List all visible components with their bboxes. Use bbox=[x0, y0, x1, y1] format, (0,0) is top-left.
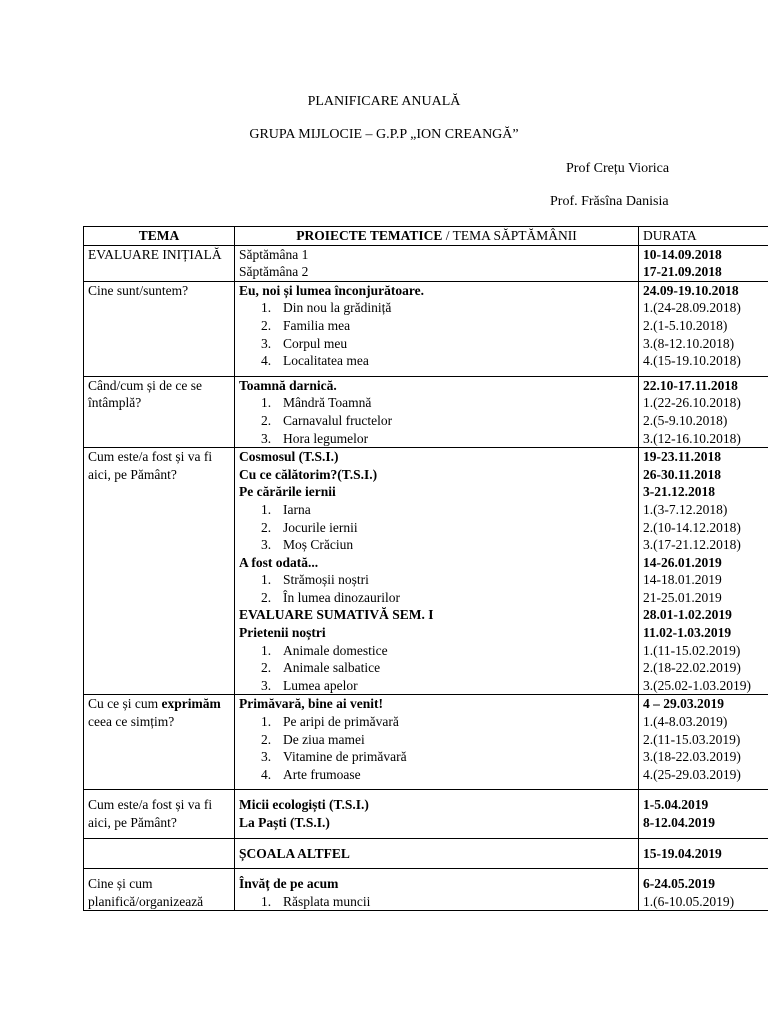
list-item bbox=[239, 748, 634, 766]
list-item bbox=[239, 659, 634, 677]
project-title: Învăț de pe acum bbox=[239, 876, 339, 892]
list-item-number: 1. bbox=[261, 572, 272, 588]
list-item-number: 1. bbox=[261, 300, 272, 316]
duration-value: 15-19.04.2019 bbox=[643, 845, 722, 861]
duration-value: 4.(15-19.10.2018) bbox=[643, 353, 741, 369]
list-item-number: 3. bbox=[261, 677, 272, 693]
duration-value: 3-21.12.2018 bbox=[643, 484, 715, 500]
duration-value: 3.(17-21.12.2018) bbox=[643, 537, 741, 553]
cell-proiecte bbox=[235, 448, 639, 695]
tema-text: Cu ce și cum bbox=[88, 696, 162, 712]
cell-durata bbox=[639, 790, 768, 838]
header-durata: DURATA bbox=[639, 227, 768, 246]
list-item bbox=[239, 352, 634, 370]
list-item-number: 3. bbox=[261, 335, 272, 351]
list-item-number: 1. bbox=[261, 714, 272, 730]
project-title: Cosmosul (T.S.I.) bbox=[239, 449, 339, 465]
cell-tema: Când/cum și de ce se întâmplă? bbox=[84, 376, 235, 447]
list-item-number: 1. bbox=[261, 395, 272, 411]
project-title: Primăvară, bine ai venit! bbox=[239, 696, 383, 712]
list-item-number: 1. bbox=[261, 501, 272, 517]
list-item bbox=[239, 299, 634, 317]
list-item bbox=[239, 501, 634, 519]
header-proiecte-rest: / TEMA SĂPTĂMÂNII bbox=[442, 228, 577, 243]
list-item-text: Pe aripi de primăvară bbox=[283, 714, 399, 730]
document-title: PLANIFICARE ANUALĂ bbox=[307, 94, 461, 109]
list-item bbox=[239, 394, 634, 412]
list-item-number: 3. bbox=[261, 537, 272, 553]
cell-tema bbox=[84, 838, 235, 869]
header-proiecte bbox=[235, 227, 639, 246]
duration-value: 3.(12-16.10.2018) bbox=[643, 430, 741, 446]
project-title: ȘCOALA ALTFEL bbox=[239, 845, 350, 861]
project-title: EVALUARE SUMATIVĂ SEM. I bbox=[239, 607, 434, 623]
duration-value: 3.(8-12.10.2018) bbox=[643, 335, 735, 351]
duration-value: 11.02-1.03.2019 bbox=[643, 625, 732, 641]
duration-value: 1.(6-10.05.2019) bbox=[643, 893, 735, 909]
list-item-number: 2. bbox=[261, 660, 272, 676]
duration-value: 26-30.11.2018 bbox=[643, 466, 722, 482]
cell-proiecte bbox=[235, 790, 639, 838]
project-title: Cu ce călătorim?(T.S.I.) bbox=[239, 466, 378, 482]
table-row bbox=[84, 376, 768, 447]
list-item bbox=[239, 677, 634, 695]
cell-proiecte bbox=[235, 281, 639, 376]
duration-value: 22.10-17.11.2018 bbox=[643, 377, 738, 393]
cell-durata bbox=[639, 448, 768, 695]
table-row bbox=[84, 281, 768, 376]
list-item-text: Jocurile iernii bbox=[283, 519, 358, 535]
table-header-row bbox=[84, 227, 768, 246]
duration-value: 14-18.01.2019 bbox=[643, 572, 722, 588]
list-item-text: Din nou la grădiniță bbox=[283, 300, 392, 316]
list-item-number: 2. bbox=[261, 317, 272, 333]
duration-value: 2.(5-9.10.2018) bbox=[643, 412, 728, 428]
list-item-number: 2. bbox=[261, 731, 272, 747]
project-title: Micii ecologiști (T.S.I.) bbox=[239, 797, 369, 813]
cell-proiecte bbox=[235, 695, 639, 790]
cell-durata bbox=[639, 245, 768, 281]
document-subtitle: GRUPA MIJLOCIE – G.P.P „ION CREANGĂ” bbox=[249, 127, 519, 142]
duration-value: 2.(18-22.02.2019) bbox=[643, 660, 741, 676]
list-item bbox=[239, 412, 634, 430]
list-item-text: Lumea apelor bbox=[283, 677, 358, 693]
cell-tema bbox=[84, 695, 235, 790]
list-item-text: Răsplata muncii bbox=[283, 893, 371, 909]
list-item bbox=[239, 893, 634, 911]
duration-value: 1.(3-7.12.2018) bbox=[643, 501, 728, 517]
duration-value: 2.(11-15.03.2019) bbox=[643, 731, 741, 747]
list-item bbox=[239, 317, 634, 335]
cell-durata bbox=[639, 695, 768, 790]
cell-durata bbox=[639, 838, 768, 869]
duration-value: 1.(24-28.09.2018) bbox=[643, 300, 741, 316]
list-item bbox=[239, 519, 634, 537]
cell-proiecte bbox=[235, 838, 639, 869]
header-tema: TEMA bbox=[84, 227, 235, 246]
list-item bbox=[239, 571, 634, 589]
project-title: Eu, noi și lumea înconjurătoare. bbox=[239, 282, 425, 298]
project-title: Pe cărările iernii bbox=[239, 484, 336, 500]
week-label: Săptămâna 2 bbox=[239, 264, 309, 280]
tema-text-bold: exprimăm bbox=[161, 696, 221, 712]
list-item-text: Localitatea mea bbox=[283, 353, 369, 369]
list-item-text: Arte frumoase bbox=[283, 766, 361, 782]
cell-proiecte bbox=[235, 869, 639, 911]
list-item-text: În lumea dinozaurilor bbox=[283, 589, 400, 605]
list-item-text: Animale domestice bbox=[283, 642, 388, 658]
duration-value: 4 – 29.03.2019 bbox=[643, 696, 724, 712]
table-row bbox=[84, 869, 768, 911]
list-item-number: 3. bbox=[261, 749, 272, 765]
duration-value: 28.01-1.02.2019 bbox=[643, 607, 732, 623]
duration-value: 1.(4-8.03.2019) bbox=[643, 714, 728, 730]
list-item bbox=[239, 731, 634, 749]
list-item-text: De ziua mamei bbox=[283, 731, 365, 747]
list-item bbox=[239, 430, 634, 448]
table-row bbox=[84, 695, 768, 790]
list-item-number: 2. bbox=[261, 412, 272, 428]
list-item-text: Mândră Toamnă bbox=[283, 395, 372, 411]
duration-value: 3.(18-22.03.2019) bbox=[643, 749, 741, 765]
list-item-text: Familia mea bbox=[283, 317, 351, 333]
duration-value: 19-23.11.2018 bbox=[643, 449, 722, 465]
duration-value: 10-14.09.2018 bbox=[643, 246, 722, 262]
duration-value: 1-5.04.2019 bbox=[643, 797, 709, 813]
teacher-name-1: Prof Crețu Viorica bbox=[566, 161, 670, 176]
duration-value: 21-25.01.2019 bbox=[643, 589, 722, 605]
plan-table bbox=[83, 226, 768, 911]
project-title: La Paști (T.S.I.) bbox=[239, 815, 330, 830]
table-row bbox=[84, 448, 768, 695]
project-title: Toamnă darnică. bbox=[239, 377, 337, 393]
list-item-number: 2. bbox=[261, 519, 272, 535]
duration-value: 3.(25.02-1.03.2019) bbox=[643, 677, 751, 693]
duration-value: 4.(25-29.03.2019) bbox=[643, 766, 741, 782]
duration-value: 2.(10-14.12.2018) bbox=[643, 519, 741, 535]
list-item bbox=[239, 642, 634, 660]
tema-text: ceea ce simțim? bbox=[88, 714, 175, 730]
cell-tema: EVALUARE INIȚIALĂ bbox=[84, 245, 235, 281]
list-item-text: Moș Crăciun bbox=[283, 537, 354, 553]
list-item-number: 4. bbox=[261, 766, 272, 782]
list-item-number: 1. bbox=[261, 893, 272, 909]
cell-tema: Cine și cum planifică/organizează bbox=[84, 869, 235, 911]
list-item-text: Iarna bbox=[283, 501, 311, 517]
duration-value: 6-24.05.2019 bbox=[643, 876, 715, 892]
header-proiecte-bold: PROIECTE TEMATICE bbox=[296, 228, 443, 243]
list-item bbox=[239, 589, 634, 607]
list-item-text: Animale salbatice bbox=[283, 660, 381, 676]
cell-tema: Cum este/a fost și va fi aici, pe Pământ? bbox=[84, 790, 235, 838]
list-item-number: 4. bbox=[261, 353, 272, 369]
teacher-name-2: Prof. Frăsîna Danisia bbox=[550, 194, 669, 209]
duration-value: 14-26.01.2019 bbox=[643, 554, 722, 570]
list-item-number: 1. bbox=[261, 642, 272, 658]
table-row bbox=[84, 245, 768, 281]
duration-value: 1.(22-26.10.2018) bbox=[643, 395, 741, 411]
duration-value: 17-21.09.2018 bbox=[643, 264, 722, 280]
cell-proiecte bbox=[235, 245, 639, 281]
cell-durata bbox=[639, 281, 768, 376]
list-item-text: Hora legumelor bbox=[283, 430, 369, 446]
duration-value: 1.(11-15.02.2019) bbox=[643, 642, 741, 658]
list-item-text: Corpul meu bbox=[283, 335, 348, 351]
list-item-number: 3. bbox=[261, 430, 272, 446]
duration-value: 24.09-19.10.2018 bbox=[643, 282, 739, 298]
list-item-text: Carnavalul fructelor bbox=[283, 412, 393, 428]
cell-proiecte bbox=[235, 376, 639, 447]
table-row bbox=[84, 790, 768, 838]
cell-durata bbox=[639, 869, 768, 911]
list-item-text: Vitamine de primăvară bbox=[283, 749, 407, 765]
cell-tema: Cine sunt/suntem? bbox=[84, 281, 235, 376]
duration-value: 8-12.04.2019 bbox=[643, 815, 715, 830]
list-item-text: Strămoșii noștri bbox=[283, 572, 369, 588]
cell-tema: Cum este/a fost și va fi aici, pe Pământ? bbox=[84, 448, 235, 695]
week-label: Săptămâna 1 bbox=[239, 246, 309, 262]
cell-durata bbox=[639, 376, 768, 447]
project-title: A fost odată... bbox=[239, 554, 319, 570]
table-row bbox=[84, 838, 768, 869]
list-item bbox=[239, 536, 634, 554]
duration-value: 2.(1-5.10.2018) bbox=[643, 317, 728, 333]
list-item-number: 2. bbox=[261, 589, 272, 605]
list-item bbox=[239, 335, 634, 353]
list-item bbox=[239, 766, 634, 784]
list-item bbox=[239, 713, 634, 731]
project-title: Prietenii noștri bbox=[239, 625, 326, 641]
